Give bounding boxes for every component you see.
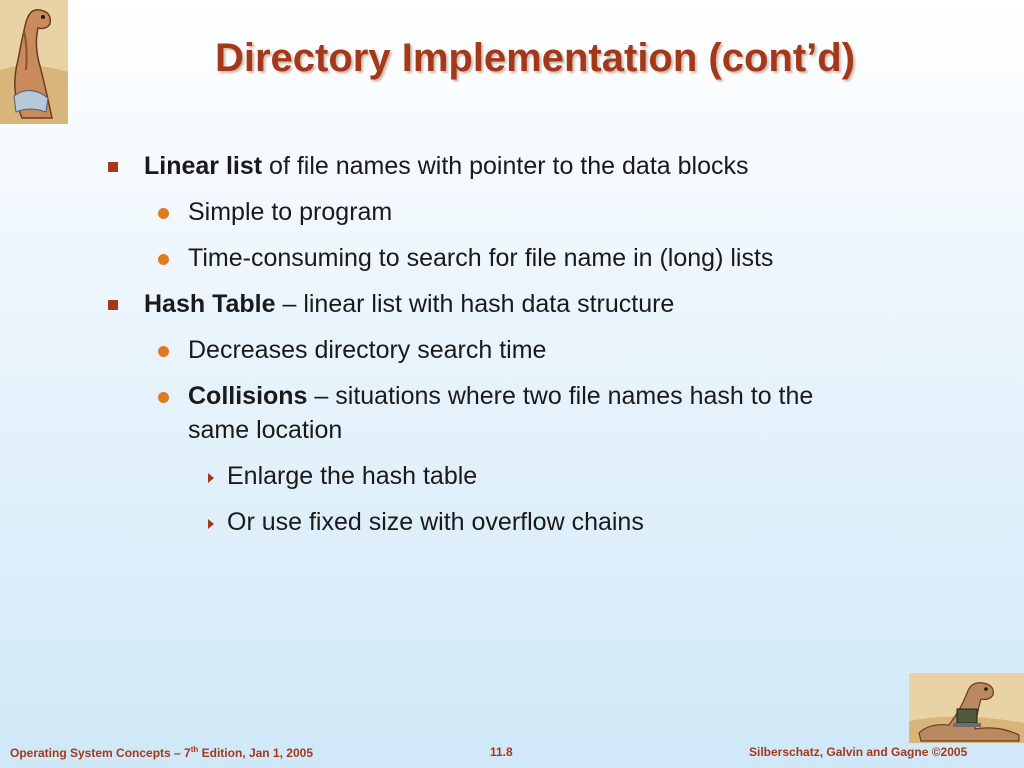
list-item: Decreases directory search time xyxy=(188,336,547,364)
list-item: Or use fixed size with overflow chains xyxy=(227,508,644,536)
arrow-bullet-icon xyxy=(208,519,214,529)
square-bullet-icon xyxy=(108,300,118,310)
list-item: Simple to program xyxy=(188,198,393,226)
dinosaur-laptop-image xyxy=(909,673,1024,743)
list-item-continuation: same location xyxy=(188,416,343,444)
list-item: Linear list of file names with pointer to the data blocks xyxy=(144,152,749,180)
list-item: Hash Table – linear list with hash data structure xyxy=(144,290,675,318)
dot-bullet-icon xyxy=(158,392,169,403)
dot-bullet-icon xyxy=(158,208,169,219)
footer-page-number: 11.8 xyxy=(490,745,513,759)
arrow-bullet-icon xyxy=(208,473,214,483)
list-item: Enlarge the hash table xyxy=(227,462,478,490)
list-item: Time-consuming to search for file name in (long) lists xyxy=(188,244,774,272)
dot-bullet-icon xyxy=(158,346,169,357)
slide-title: Directory Implementation (cont’d) xyxy=(214,36,856,80)
dot-bullet-icon xyxy=(158,254,169,265)
list-item: Collisions – situations where two file names hash to the xyxy=(188,382,814,410)
footer-right: Silberschatz, Galvin and Gagne ©2005 xyxy=(749,745,968,759)
footer-left: Operating System Concepts – 7th Edition, Jan 1, 2005 xyxy=(10,745,314,760)
square-bullet-icon xyxy=(108,162,118,172)
